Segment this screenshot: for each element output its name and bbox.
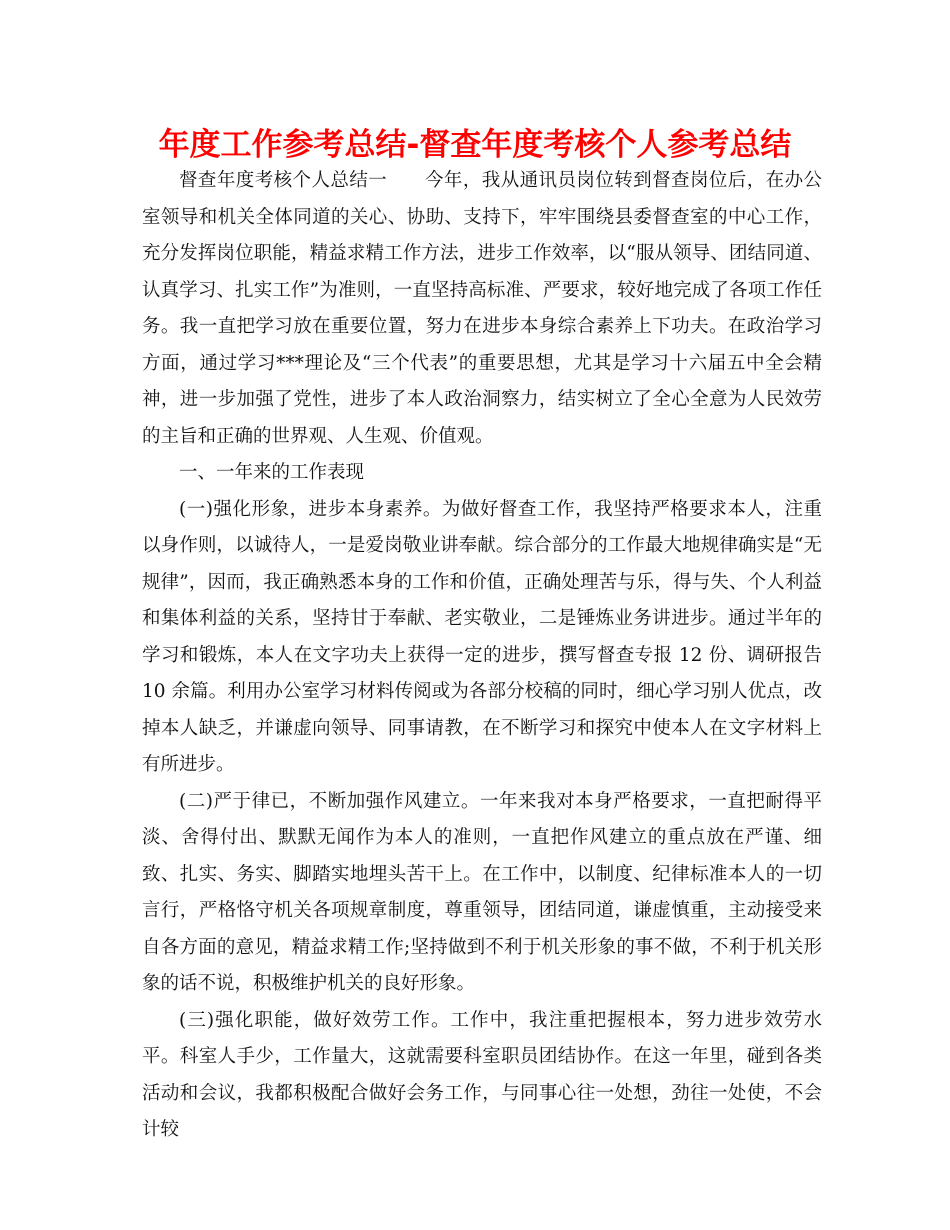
paragraph-section-1: (一)强化形象，进步本身素养。为做好督查工作，我坚持严格要求本人，注重以身作则，以诚待人，一是爱岗敬业讲奉献。综合部分的工作最大地规律确实是“无规律”，因而，我正确熟悉本身的工作和价值，正确处理苦与乐，得与失、个人利益和集体利益的关系，坚持甘于奉献、老实敬业，二是锤炼业务讲进步。通过半年的学习和锻炼，本人在文字功夫上获得一定的进步，撰写督查专报 12 份、调研报告 10 余篇。利用办公室学习材料传阅或为各部分校稿的同时，细心学习别人优点，改掉本人缺乏，并谦虚向领导、同事请教，在不断学习和探究中使本人在文字材料上有所进步。 bbox=[142, 498, 822, 775]
paragraph-intro: 督查年度考核个人总结一 今年，我从通讯员岗位转到督查岗位后，在办公室领导和机关全体同道的关心、协助、支持下，牢牢围绕县委督查室的中心工作，充分发挥岗位职能，精益求精工作方法，进步工作效率，以“服从领导、团结同道、认真学习、扎实工作”为准则，一直坚持高标准、严要求，较好地完成了各项工作任务。我一直把学习放在重要位置，努力在进步本身综合素养上下功夫。在政治学习方面，通过学习***理论及“三个代表”的重要思想，尤其是学习十六届五中全会精神，进一步加强了党性，进步了本人政治洞察力，结实树立了全心全意为人民效劳的主旨和正确的世界观、人生观、价值观。 bbox=[142, 170, 822, 447]
paragraph-section-2: (二)严于律已，不断加强作风建立。一年来我对本身严格要求，一直把耐得平淡、舍得付出、默默无闻作为本人的准则，一直把作风建立的重点放在严谨、细致、扎实、务实、脚踏实地埋头苦干上。在工作中，以制度、纪律标准本人的一切言行，严格恪守机关各项规章制度，尊重领导，团结同道，谦虚慎重，主动接受来自各方面的意见，精益求精工作;坚持做到不利于机关形象的事不做，不利于机关形象的话不说，积极维护机关的良好形象。 bbox=[142, 790, 822, 994]
section-heading: 一、一年来的工作表现 bbox=[179, 462, 365, 483]
document-body bbox=[142, 163, 822, 1149]
document-title: 年度工作参考总结-督查年度考核个人参考总结 bbox=[158, 127, 792, 163]
paragraph-section-3: (三)强化职能，做好效劳工作。工作中，我注重把握根本，努力进步效劳水平。科室人手少，工作量大，这就需要科室职员团结协作。在这一年里，碰到各类活动和会议，我都积极配合做好会务工作，与同事心往一处想，劲往一处使，不会计较 bbox=[142, 1009, 822, 1140]
